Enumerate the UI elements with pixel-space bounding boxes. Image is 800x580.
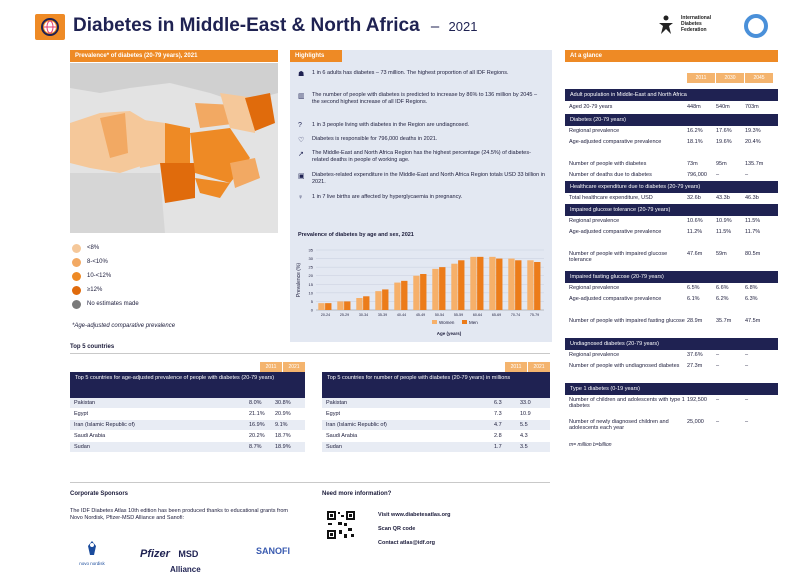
- value-2011: 47.6m: [687, 251, 703, 257]
- value-2030: 11.5%: [716, 229, 732, 235]
- x-tick-label: 70-74: [510, 313, 521, 317]
- highlight-item: [298, 194, 546, 208]
- value-2045: –: [745, 352, 749, 358]
- top5-title: Top 5 countries: [70, 344, 115, 350]
- title-separator: –: [430, 18, 440, 35]
- row-label: Regional prevalence: [569, 285, 620, 291]
- value-2021: 9.1%: [275, 422, 288, 428]
- novo-nordisk-text: novo nordisk: [79, 561, 105, 566]
- sponsors-title: Corporate Sponsors: [70, 491, 129, 497]
- table-row: [322, 431, 550, 442]
- table-year-header: [70, 362, 305, 372]
- highlight-text: Diabetes-related expenditure in the Middle-East and North Africa Region totals USD 33 billion in 2021.: [312, 172, 545, 186]
- novo-nordisk-logo: [72, 540, 112, 566]
- divider: [70, 482, 550, 483]
- glance-row: [565, 227, 778, 249]
- legend-label: <8%: [87, 244, 100, 251]
- legend-item: [72, 297, 139, 311]
- legend-men-label: Men: [469, 320, 478, 325]
- highlight-item: [298, 92, 546, 122]
- top5-table-number: [322, 362, 550, 453]
- x-tick-label: 20-24: [320, 313, 331, 317]
- section-header: Type 1 diabetes (0-19 years): [565, 383, 778, 395]
- chart-ylabel: Prevalence (%): [296, 262, 302, 298]
- year-2021: 2021: [528, 362, 550, 372]
- glance-row: [565, 159, 778, 170]
- section-header: Impaired fasting glucose (20-79 years): [565, 271, 778, 283]
- value-2030: 95m: [716, 161, 727, 167]
- bar-women-35-39: [375, 291, 381, 310]
- row-label: Number of children and adolescents with type 1 diabetes: [569, 397, 685, 409]
- value-2030: 540m: [716, 104, 730, 110]
- table-row: [322, 442, 550, 453]
- highlight-item: [298, 70, 546, 92]
- question-person-icon: ?: [298, 122, 302, 129]
- row-label: Number of deaths due to diabetes: [569, 172, 652, 178]
- glance-row: [565, 361, 778, 383]
- value-2021: 10.9: [520, 411, 531, 417]
- value-2011: 6.3: [494, 400, 502, 406]
- highlight-text: The Middle-East and North Africa Region has the highest percentage (24.5%) of diabetes-related deaths in people of working age.: [312, 150, 531, 164]
- title-year: 2021: [448, 19, 478, 34]
- value-2021: 30.8%: [275, 400, 291, 406]
- value-2011: 73m: [687, 161, 698, 167]
- x-tick-label: 40-44: [396, 313, 407, 317]
- bar-men-50-54: [439, 267, 445, 310]
- region-map: [70, 63, 278, 233]
- value-2021: 4.3: [520, 433, 528, 439]
- bar-men-30-34: [363, 296, 369, 310]
- value-2030: 6.6%: [716, 285, 729, 291]
- value-2021: 5.5: [520, 422, 528, 428]
- bar-women-45-49: [413, 276, 419, 310]
- value-2030: 19.6%: [716, 139, 732, 145]
- value-2045: 80.5m: [745, 251, 761, 257]
- section-header: Adult population in Middle-East and North Africa: [565, 89, 778, 101]
- scan-qr-text: Scan QR code: [378, 526, 416, 532]
- year-2011: 2011: [260, 362, 282, 372]
- bar-women-25-29: [337, 301, 343, 310]
- bar-women-75-79: [527, 260, 533, 310]
- value-2045: –: [745, 363, 749, 369]
- glance-table: [565, 89, 778, 452]
- highlight-text: The number of people with diabetes is predicted to increase by 86% to 136 million by 2045 – the second highest increase of all IDF Regions.: [312, 92, 538, 106]
- map-title: Prevalence* of diabetes (20-79 years), 2021: [70, 50, 278, 62]
- idf-name-line1: International: [681, 15, 712, 21]
- map-svg: [70, 63, 278, 233]
- x-tick-label: 45-49: [415, 313, 426, 317]
- divider: [70, 353, 550, 354]
- idf-name-line3: Federation: [681, 26, 707, 33]
- bar-women-55-59: [451, 264, 457, 310]
- idf-figure-icon: [655, 14, 677, 36]
- y-tick-label: 20: [308, 273, 313, 279]
- year-2030: 2030: [716, 73, 744, 83]
- value-2011: 20.2%: [249, 433, 265, 439]
- value-2011: 16.2%: [687, 128, 703, 134]
- glance-row: [565, 417, 778, 439]
- x-tick-label: 25-29: [339, 313, 350, 317]
- glance-row: [565, 193, 778, 204]
- heart-icon: ♡: [298, 137, 305, 144]
- pregnancy-icon: ♀: [298, 194, 304, 201]
- idf-logo: [655, 14, 735, 38]
- row-label: Number of people with impaired glucose tolerance: [569, 251, 668, 263]
- legend-women-label: Women: [439, 320, 455, 325]
- country-name: Pakistan: [74, 400, 96, 406]
- table-row: [70, 409, 305, 420]
- year-2011: 2011: [505, 362, 527, 372]
- country-name: Egypt: [326, 411, 341, 417]
- section-header: Impaired glucose tolerance (20-79 years): [565, 204, 778, 216]
- glance-row: [565, 395, 778, 417]
- value-2011: 6.1%: [687, 296, 700, 302]
- x-tick-label: 50-54: [434, 313, 445, 317]
- value-2030: 17.6%: [716, 128, 732, 134]
- glance-row: [565, 216, 778, 227]
- x-tick-label: 60-64: [472, 313, 483, 317]
- value-2030: 43.3b: [716, 195, 730, 201]
- bar-men-40-44: [401, 281, 407, 310]
- globe-badge: [35, 14, 65, 40]
- row-label: Regional prevalence: [569, 218, 620, 224]
- section-header: Healthcare expenditure due to diabetes (20-79 years): [565, 181, 778, 193]
- legend-label: 10-<12%: [87, 272, 112, 279]
- legend-item: [72, 241, 139, 255]
- value-2045: 135.7m: [745, 161, 764, 167]
- value-2011: 11.2%: [687, 229, 703, 235]
- value-2045: –: [745, 397, 749, 403]
- value-2045: 11.7%: [745, 229, 761, 235]
- table-row: [70, 398, 305, 409]
- glance-row: [565, 126, 778, 137]
- legend-swatch-icon: [72, 258, 81, 267]
- y-tick-label: 35: [308, 247, 313, 253]
- value-2011: 2.8: [494, 433, 502, 439]
- bar-chart-icon: ▥: [298, 93, 305, 100]
- value-2045: 46.3b: [745, 195, 759, 201]
- value-2045: –: [745, 172, 749, 178]
- value-2011: 25,000: [687, 419, 704, 425]
- bar-men-20-24: [325, 303, 331, 310]
- value-2030: –: [716, 419, 720, 425]
- table-row: [70, 431, 305, 442]
- value-2021: 3.5: [520, 444, 528, 450]
- value-2011: 16.9%: [249, 422, 265, 428]
- y-tick-label: 15: [308, 281, 313, 287]
- table-row: [70, 420, 305, 431]
- map-africa-other: [70, 173, 165, 233]
- value-2011: 21.1%: [249, 411, 265, 417]
- row-label: Age-adjusted comparative prevalence: [569, 229, 662, 235]
- row-label: Total healthcare expenditure, USD: [569, 195, 653, 201]
- highlight-text: 1 in 3 people living with diabetes in the Region are undiagnosed.: [312, 122, 470, 128]
- value-2021: 20.9%: [275, 411, 291, 417]
- trend-line-icon: ↗: [298, 151, 304, 158]
- chart-title: Prevalence of diabetes by age and sex, 2021: [298, 232, 414, 238]
- legend-swatch-icon: [72, 286, 81, 295]
- bar-women-60-64: [470, 257, 476, 310]
- glance-row: [565, 350, 778, 361]
- value-2011: 18.1%: [687, 139, 703, 145]
- x-tick-label: 55-59: [453, 313, 464, 317]
- legend-swatch-icon: [72, 244, 81, 253]
- glance-row: [565, 283, 778, 294]
- map-country-egypt: [165, 123, 190, 163]
- highlight-text: 1 in 6 adults has diabetes – 73 million. The highest proportion of all IDF Regions.: [312, 70, 509, 76]
- highlight-text: 1 in 7 live births are affected by hyperglycaemia in pregnancy.: [312, 194, 463, 200]
- y-tick-label: 10: [308, 290, 313, 296]
- country-name: Iran (Islamic Republic of): [326, 422, 387, 428]
- bar-men-45-49: [420, 274, 426, 310]
- section-header: Diabetes (20-79 years): [565, 114, 778, 126]
- pfizer-text: Pfizer: [140, 548, 170, 560]
- value-2045: 6.8%: [745, 285, 758, 291]
- glance-row: [565, 137, 778, 159]
- value-2011: 796,000: [687, 172, 707, 178]
- value-2030: –: [716, 172, 720, 178]
- highlight-item: [298, 136, 546, 150]
- y-tick-label: 30: [308, 256, 313, 262]
- alliance-text: Alliance: [170, 565, 201, 574]
- value-2021: 18.7%: [275, 433, 291, 439]
- people-icon: ☗: [298, 71, 305, 78]
- legend-swatch-icon: [72, 272, 81, 281]
- chart-xlabel: Age (years): [436, 331, 462, 336]
- glance-row: [565, 316, 778, 338]
- value-2030: 6.2%: [716, 296, 729, 302]
- idf-name: [681, 16, 711, 33]
- legend-label: ≥12%: [87, 286, 103, 293]
- table-row: [322, 398, 550, 409]
- table-row: [70, 442, 305, 453]
- table-title: Top 5 countries for age-adjusted prevalence of people with diabetes (20-79 years): [70, 372, 305, 398]
- country-name: Sudan: [326, 444, 342, 450]
- map-footnote: *Age-adjusted comparative prevalence: [72, 323, 176, 329]
- row-label: Age-adjusted comparative prevalence: [569, 139, 662, 145]
- contact-email[interactable]: Contact atlas@idf.org: [378, 540, 436, 546]
- y-tick-label: 0: [310, 307, 313, 313]
- bar-women-50-54: [432, 269, 438, 310]
- sanofi-logo: SANOFI: [256, 546, 291, 556]
- value-2030: –: [716, 363, 720, 369]
- qr-code-icon[interactable]: [326, 510, 356, 540]
- info-title: Need more information?: [322, 491, 392, 497]
- year-2021: 2021: [283, 362, 305, 372]
- value-2011: 448m: [687, 104, 701, 110]
- value-2011: 7.3: [494, 411, 502, 417]
- map-country-sudan: [160, 163, 195, 203]
- value-2045: 19.3%: [745, 128, 761, 134]
- msd-text: MSD: [178, 549, 199, 559]
- bar-men-35-39: [382, 289, 388, 310]
- legend-item: [72, 283, 139, 297]
- page-title: [73, 15, 477, 37]
- bar-men-55-59: [458, 260, 464, 310]
- table-row: [322, 420, 550, 431]
- highlight-item: [298, 122, 546, 136]
- country-name: Iran (Islamic Republic of): [74, 422, 135, 428]
- legend-swatch-icon: [72, 300, 81, 309]
- map-legend: [72, 241, 139, 311]
- legend-item: [72, 255, 139, 269]
- apis-bull-icon: [84, 540, 100, 556]
- row-label: Regional prevalence: [569, 352, 620, 358]
- value-2011: 10.6%: [687, 218, 703, 224]
- wallet-icon: ▣: [298, 173, 305, 180]
- x-tick-label: 75-79: [529, 313, 540, 317]
- row-label: Age-adjusted comparative prevalence: [569, 296, 662, 302]
- table-year-header: [322, 362, 550, 372]
- highlight-item: [298, 150, 546, 172]
- row-label: Aged 20-79 years: [569, 104, 613, 110]
- value-2030: –: [716, 352, 720, 358]
- bar-women-30-34: [356, 298, 362, 310]
- value-2030: 35.7m: [716, 318, 732, 324]
- blue-circle-icon: [743, 13, 769, 39]
- glance-footnote: m= million b=billion: [569, 442, 612, 448]
- highlights-title: Highlights: [290, 50, 342, 62]
- value-2011: 37.6%: [687, 352, 703, 358]
- country-name: Sudan: [74, 444, 90, 450]
- table-title: Top 5 countries for number of people with diabetes (20-79 years) in millions: [322, 372, 550, 398]
- value-2011: 8.7%: [249, 444, 262, 450]
- legend-men-swatch: [462, 320, 467, 324]
- sponsors-text: The IDF Diabetes Atlas 10th edition has been produced thanks to educational grants from Novo Nordisk, Pfizer-MSD Alliance and Sanofi:: [70, 508, 288, 522]
- y-tick-label: 25: [308, 264, 313, 270]
- legend-women-swatch: [432, 320, 437, 324]
- row-label: Regional prevalence: [569, 128, 620, 134]
- value-2011: 1.7: [494, 444, 502, 450]
- country-name: Saudi Arabia: [74, 433, 106, 439]
- glance-row: [565, 101, 778, 114]
- value-2045: –: [745, 419, 749, 425]
- value-2011: 8.0%: [249, 400, 262, 406]
- year-2045: 2045: [745, 73, 773, 83]
- glance-row: [565, 294, 778, 316]
- bar-men-60-64: [477, 257, 483, 310]
- table-row: [322, 409, 550, 420]
- value-2045: 20.4%: [745, 139, 761, 145]
- value-2030: –: [716, 397, 720, 403]
- value-2045: 6.3%: [745, 296, 758, 302]
- highlight-item: [298, 172, 546, 194]
- country-name: Saudi Arabia: [326, 433, 358, 439]
- x-tick-label: 65-69: [491, 313, 502, 317]
- value-2045: 11.5%: [745, 218, 761, 224]
- value-2011: 192,500: [687, 397, 707, 403]
- bar-men-65-69: [496, 259, 502, 310]
- bar-men-70-74: [515, 260, 521, 310]
- globe-icon: [40, 17, 60, 37]
- glance-title: At a glance: [565, 50, 778, 62]
- title-text: Diabetes in Middle-East & North Africa: [73, 15, 420, 36]
- age-sex-bar-chart: [294, 242, 550, 340]
- legend-label: No estimates made: [87, 300, 139, 307]
- value-2021: 33.0: [520, 400, 531, 406]
- glance-year-header: [687, 73, 773, 83]
- row-label: Number of newly diagnosed children and adolescents each year: [569, 419, 669, 431]
- row-label: Number of people with diabetes: [569, 161, 647, 167]
- highlight-text: Diabetes is responsible for 796,000 deaths in 2021.: [312, 136, 438, 142]
- value-2011: 27.3m: [687, 363, 703, 369]
- value-2011: 32.6b: [687, 195, 701, 201]
- glance-row: [565, 249, 778, 271]
- x-tick-label: 35-39: [377, 313, 388, 317]
- bar-women-40-44: [394, 283, 400, 310]
- pfizer-msd-logo: [140, 544, 220, 574]
- bar-women-20-24: [318, 303, 324, 310]
- country-name: Egypt: [74, 411, 89, 417]
- y-tick-label: 5: [310, 298, 313, 304]
- bar-men-25-29: [344, 301, 350, 310]
- section-header: Undiagnosed diabetes (20-79 years): [565, 338, 778, 350]
- value-2045: 47.5m: [745, 318, 761, 324]
- bar-men-75-79: [534, 262, 540, 310]
- value-2011: 28.9m: [687, 318, 703, 324]
- top5-table-prevalence: [70, 362, 305, 453]
- legend-item: [72, 269, 139, 283]
- legend-label: 8-<10%: [87, 258, 108, 265]
- bar-women-70-74: [508, 259, 514, 310]
- highlights-list: [298, 70, 546, 208]
- bar-women-65-69: [489, 257, 495, 310]
- x-tick-label: 30-34: [358, 313, 369, 317]
- country-name: Pakistan: [326, 400, 348, 406]
- year-2011: 2011: [687, 73, 715, 83]
- value-2021: 18.9%: [275, 444, 291, 450]
- value-2045: 703m: [745, 104, 759, 110]
- idf-name-line2: Diabetes: [681, 20, 702, 27]
- visit-link[interactable]: Visit www.diabetesatlas.org: [378, 512, 451, 518]
- value-2011: 4.7: [494, 422, 502, 428]
- row-label: Number of people with undiagnosed diabetes: [569, 363, 680, 369]
- value-2011: 6.5%: [687, 285, 700, 291]
- value-2030: 59m: [716, 251, 727, 257]
- glance-row: [565, 170, 778, 181]
- row-label: Number of people with impaired fasting glucose: [569, 318, 685, 324]
- value-2030: 10.9%: [716, 218, 732, 224]
